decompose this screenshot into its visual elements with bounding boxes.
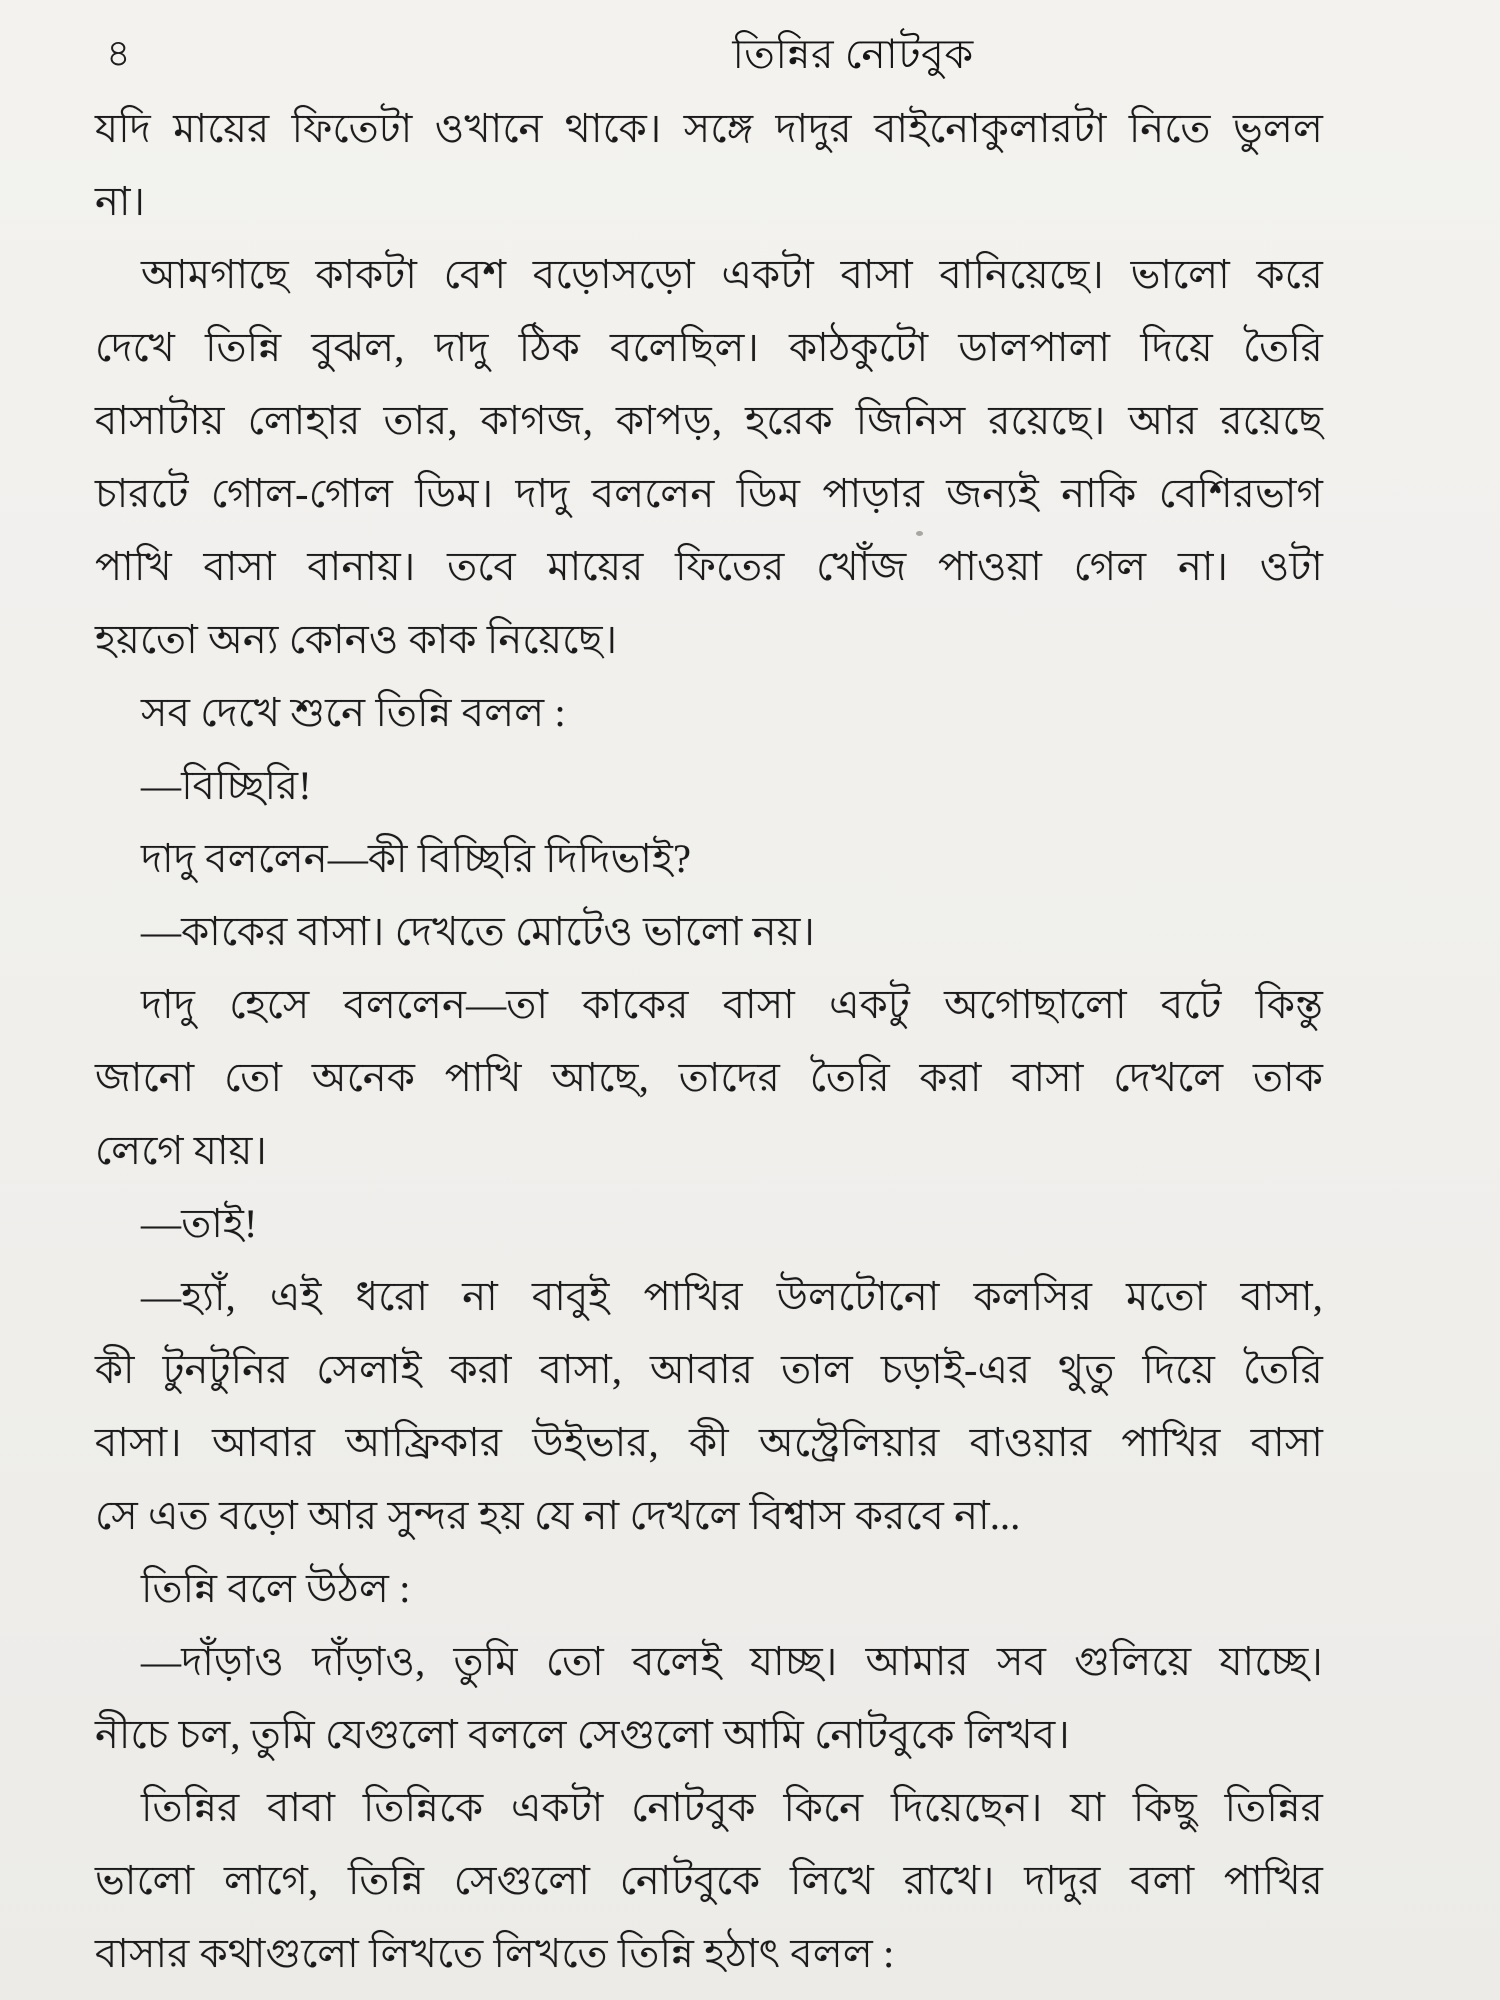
text-line: —কাকের বাসা। দেখতে মোটেও ভালো নয়। xyxy=(141,909,816,954)
text-line: দাদু হেসে বললেন—তা কাকের বাসা একটু অগোছালো বটে কিন্তু xyxy=(141,982,1323,1027)
text-line: লেগে যায়। xyxy=(95,1128,268,1173)
text-line: কী টুনটুনির সেলাই করা বাসা, আবার তাল চড়াই-এর থুতু দিয়ে তৈরি xyxy=(95,1347,1323,1392)
text-line: —দাঁড়াও দাঁড়াও, তুমি তো বলেই যাচ্ছ। আমার সব গুলিয়ে যাচ্ছে। xyxy=(141,1639,1323,1684)
body-text-block xyxy=(95,92,1323,1990)
text-line: যদি মায়ের ফিতেটা ওখানে থাকে। সঙ্গে দাদুর বাইনোকুলারটা নিতে ভুলল xyxy=(95,106,1323,151)
text-line: ভালো লাগে, তিন্নি সেগুলো নোটবুকে লিখে রাখে। দাদুর বলা পাখির xyxy=(95,1858,1323,1903)
text-line: —তাই! xyxy=(141,1201,258,1246)
text-line: না। xyxy=(95,179,146,224)
text-line: পাখি বাসা বানায়। তবে মায়ের ফিতের খোঁজ পাওয়া গেল না। ওটা xyxy=(95,544,1323,589)
running-header-title: তিন্নির নোটবুক xyxy=(732,31,974,77)
text-line: বাসার কথাগুলো লিখতে লিখতে তিন্নি হঠাৎ বলল : xyxy=(95,1931,895,1976)
text-line: তিন্নির বাবা তিন্নিকে একটা নোটবুক কিনে দিয়েছেন। যা কিছু তিন্নির xyxy=(141,1785,1323,1830)
page-number: ৪ xyxy=(106,33,131,75)
text-line: জানো তো অনেক পাখি আছে, তাদের তৈরি করা বাসা দেখলে তাক xyxy=(95,1055,1323,1100)
text-line: নীচে চল, তুমি যেগুলো বললে সেগুলো আমি নোটবুকে লিখব। xyxy=(95,1712,1070,1757)
text-line: বাসা। আবার আফ্রিকার উইভার, কী অস্ট্রেলিয়ার বাওয়ার পাখির বাসা xyxy=(95,1420,1323,1465)
text-line: হয়তো অন্য কোনও কাক নিয়েছে। xyxy=(95,617,618,662)
text-line: আমগাছে কাকটা বেশ বড়োসড়ো একটা বাসা বানিয়েছে। ভালো করে xyxy=(141,252,1323,297)
text-line: বাসাটায় লোহার তার, কাগজ, কাপড়, হরেক জিনিস রয়েছে। আর রয়েছে xyxy=(95,398,1323,443)
scan-artifact-dot xyxy=(916,531,923,536)
text-line: সব দেখে শুনে তিন্নি বলল : xyxy=(141,690,566,735)
text-line: —হ্যাঁ, এই ধরো না বাবুই পাখির উলটোনো কলসির মতো বাসা, xyxy=(141,1274,1323,1319)
text-line: দাদু বললেন—কী বিচ্ছিরি দিদিভাই? xyxy=(141,836,692,881)
text-line: সে এত বড়ো আর সুন্দর হয় যে না দেখলে বিশ্বাস করবে না... xyxy=(95,1493,1021,1538)
text-line: দেখে তিন্নি বুঝল, দাদু ঠিক বলেছিল। কাঠকুটো ডালপালা দিয়ে তৈরি xyxy=(95,325,1323,370)
text-line: তিন্নি বলে উঠল : xyxy=(141,1566,411,1611)
text-line: —বিচ্ছিরি! xyxy=(141,763,312,808)
text-line: চারটে গোল-গোল ডিম। দাদু বললেন ডিম পাড়ার জন্যই নাকি বেশিরভাগ xyxy=(95,471,1323,516)
